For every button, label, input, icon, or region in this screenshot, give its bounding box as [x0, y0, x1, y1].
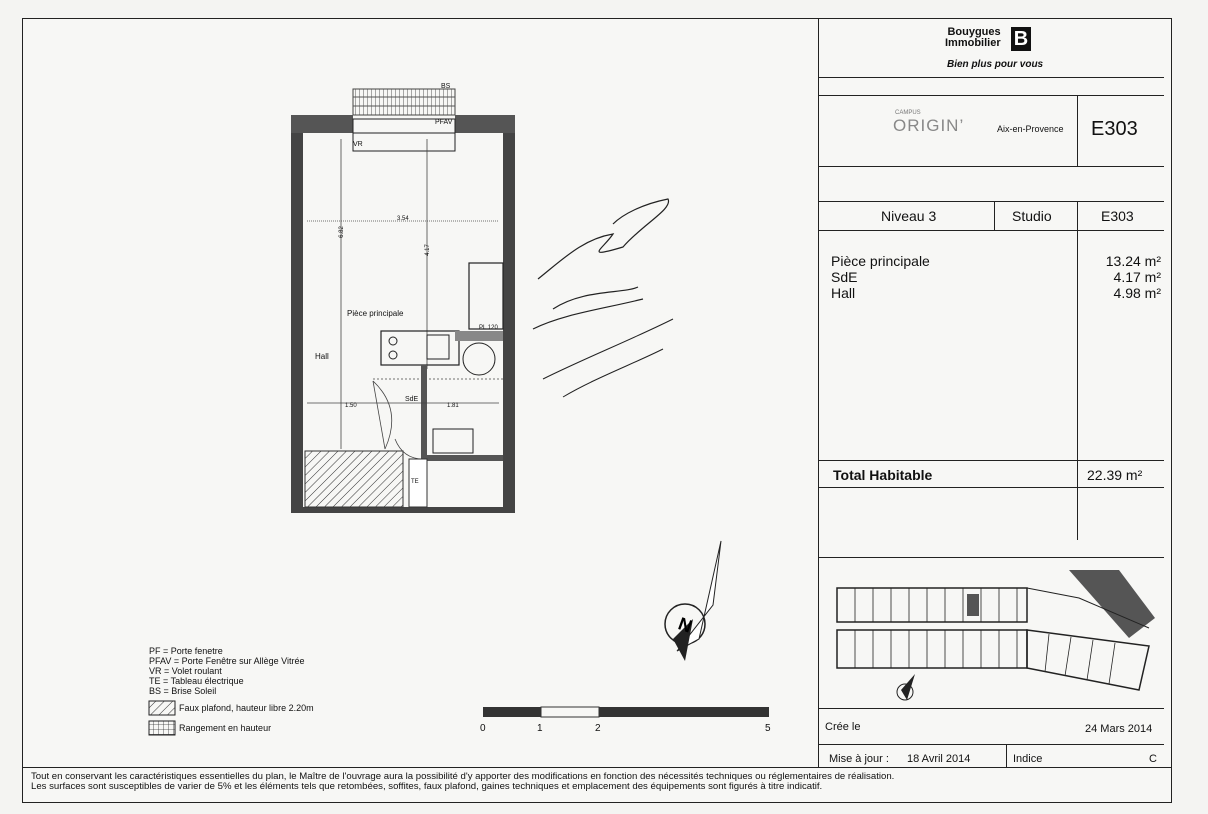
legend-item: VR = Volet roulant — [149, 666, 222, 676]
brand-tagline: Bien plus pour vous — [947, 59, 1044, 70]
brand-name-2: Immobilier — [945, 37, 1001, 49]
room-name: Hall — [831, 285, 856, 301]
summary-lot: E303 — [1101, 208, 1134, 224]
legend-swatch-label: Rangement en hauteur — [179, 723, 272, 733]
summary-type: Studio — [1012, 208, 1052, 224]
dim-height-mid: 4.17 — [424, 244, 431, 256]
dim-a: 1.50 — [345, 403, 357, 409]
index-value: C — [1149, 753, 1157, 765]
brand-name-1: Bouygues — [947, 26, 1001, 38]
legend-swatch-label: Faux plafond, hauteur libre 2.20m — [179, 703, 314, 713]
created-label: Crée le — [825, 721, 861, 733]
room-area: 13.24 m² — [1105, 253, 1161, 269]
scale-bar — [483, 707, 769, 717]
label-sde: SdE — [405, 396, 419, 403]
floor-plan — [23, 19, 818, 769]
brand-block — [819, 19, 1165, 77]
room-row — [831, 269, 1161, 285]
label-bs: BS — [441, 83, 451, 90]
wall-bottom — [291, 507, 515, 513]
legend-item: PF = Porte fenetre — [149, 646, 223, 656]
brand-logo-letter: B — [1013, 28, 1029, 50]
closet — [469, 263, 503, 329]
summary-level: Niveau 3 — [881, 208, 937, 224]
signature-2 — [533, 287, 643, 329]
signature-1 — [538, 199, 669, 279]
total-area: 22.39 m² — [1087, 467, 1143, 483]
signature-3 — [543, 319, 673, 397]
disclaimer-line: Tout en conservant les caractéristiques essentielles du plan, le Maître de l'ouvrage aura la possibilité d'y apporter des modifications en fonction des nécessités techniques ou réglementaires de réalisation. — [31, 772, 895, 782]
brise-soleil — [353, 89, 455, 115]
total-row — [819, 461, 1165, 487]
wall-right — [503, 115, 515, 511]
room-name: SdE — [831, 269, 858, 285]
label-vr: VR — [353, 141, 363, 148]
project-city: Aix-en-Provence — [997, 124, 1064, 134]
update-label: Mise à jour : — [829, 753, 889, 765]
update-value: 18 Avril 2014 — [907, 753, 971, 765]
legend-item: PFAV = Porte Fenêtre sur Allège Vitrée — [149, 656, 305, 666]
label-main-room: Pièce principale — [347, 309, 404, 318]
project-lot: E303 — [1091, 118, 1138, 140]
index-label: Indice — [1013, 753, 1043, 765]
legend-swatch-grid — [149, 721, 175, 735]
key-plan-drawing — [819, 558, 1165, 708]
north-arrow — [665, 541, 721, 661]
project-logo-small: CAMPUS — [895, 110, 921, 116]
svg-text:N: N — [675, 613, 695, 637]
room-row — [831, 253, 1161, 269]
dim-b: 1.81 — [447, 403, 459, 409]
wall-top-left — [291, 115, 353, 133]
floor-plan-drawing — [23, 19, 818, 769]
key-plan — [819, 558, 1165, 708]
legend-item: BS = Brise Soleil — [149, 686, 217, 696]
project-block — [819, 96, 1165, 166]
room-row — [831, 285, 1161, 301]
disclaimer — [31, 772, 1165, 792]
room-name: Pièce principale — [831, 253, 930, 269]
plan-sheet — [22, 18, 1172, 803]
label-pfav: PFAV — [435, 119, 453, 126]
legend-swatch-diagonal — [149, 701, 175, 715]
legend-item: TE = Tableau électrique — [149, 676, 244, 686]
wall-left — [291, 115, 303, 511]
label-hall: Hall — [315, 352, 329, 361]
kitchen-unit — [381, 331, 459, 365]
scale-tick: 2 — [595, 723, 601, 734]
summary-row — [819, 202, 1165, 230]
false-ceiling-zone — [305, 451, 403, 507]
room-area: 4.17 m² — [1113, 269, 1161, 285]
created-value: 24 Mars 2014 — [1085, 723, 1153, 735]
dim-width: 3.54 — [397, 216, 409, 222]
wall-top-right — [455, 115, 515, 133]
project-logo: ORIGIN’ — [893, 116, 965, 135]
total-label: Total Habitable — [833, 467, 933, 483]
dates-block — [819, 719, 1165, 767]
brand-logo — [1011, 27, 1031, 51]
room-area: 4.98 m² — [1113, 285, 1161, 301]
dim-height-left: 6.82 — [338, 226, 345, 238]
legend — [149, 646, 305, 696]
scale-tick: 0 — [480, 723, 486, 734]
label-te: TE — [411, 479, 419, 485]
label-pl: PL 120 — [479, 325, 498, 331]
rooms-list — [831, 253, 1161, 301]
disclaimer-line: Les surfaces sont susceptibles de varier de 5% et les éléments tels que retombées, soffites, faux plafond, gaines techniques et emplacement des équipements sont figurés à titre indicatif. — [31, 781, 823, 792]
scale-tick: 1 — [537, 723, 543, 734]
scale-tick: 5 — [765, 723, 771, 734]
